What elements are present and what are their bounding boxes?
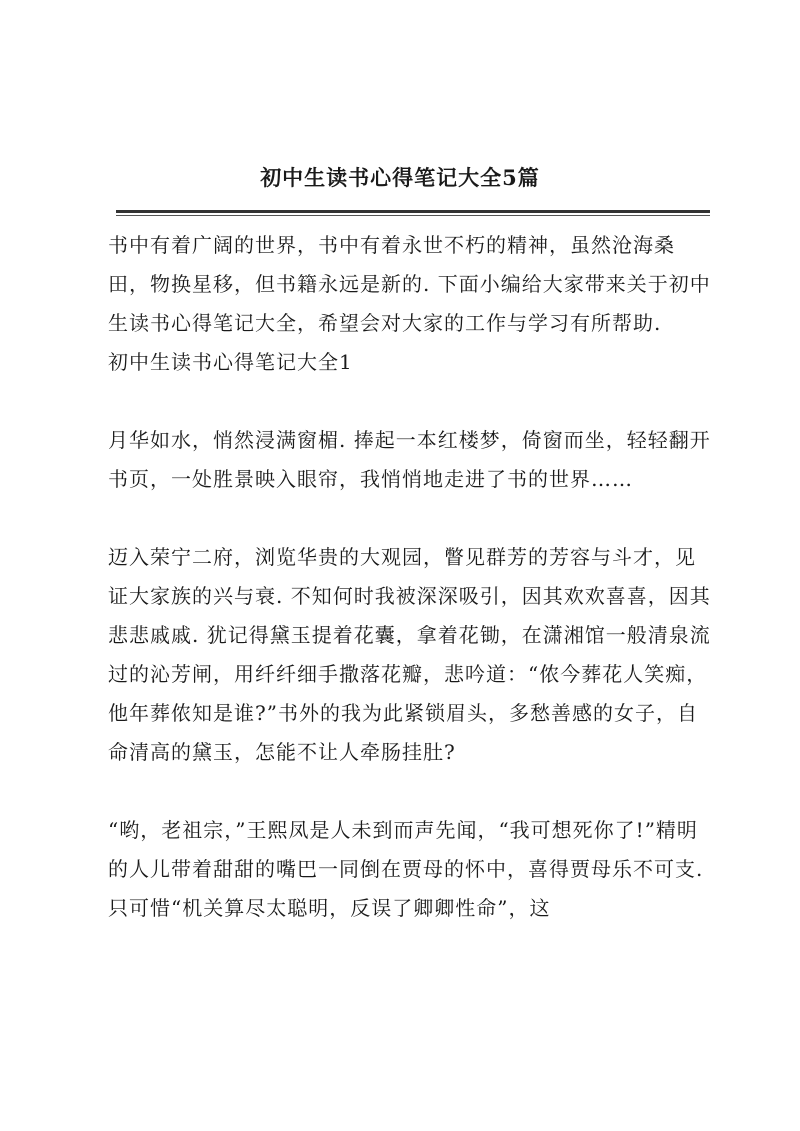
- body-paragraph-2: 迈入荣宁二府，浏览华贵的大观园，瞥见群芳的芳容与斗才，见证大家族的兴与衰. 不知何时我被深深吸引，因其欢欢喜喜，因其悲悲戚戚. 犹记得黛玉提着花囊，拿着花锄，在潇湘馆一般清泉流过的沁芳闸，用纤纤细手撒落花瓣，悲吟道：“侬今葬花人笑痴，他年葬侬知是谁?”书外的我为此紧锁眉头，多愁善感的女子，自命清高的黛玉，怎能不让人牵肠挂肚?: [108, 545, 711, 764]
- body-paragraph-3: “哟，老祖宗，”王熙凤是人未到而声先闻，“我可想死你了!”精明的人儿带着甜甜的嘴巴一同倒在贾母的怀中，喜得贾母乐不可支. 只可惜“机关算尽太聪明，反误了卿卿性命”，这: [108, 818, 704, 920]
- intro-paragraph: 书中有着广阔的世界，书中有着永世不朽的精神，虽然沧海桑田，物换星移，但书籍永远是新的. 下面小编给大家带来关于初中生读书心得笔记大全，希望会对大家的工作与学习有所帮助.: [108, 233, 711, 335]
- paragraph-gap: [108, 382, 712, 421]
- title-underline-thin: [116, 215, 710, 216]
- section-heading: 初中生读书心得笔记大全1: [108, 350, 353, 374]
- paragraph-gap: [108, 499, 712, 538]
- document-title: 初中生读书心得笔记大全5篇: [260, 165, 540, 190]
- body-paragraph-1: 月华如水，悄然浸满窗楣. 捧起一本红楼梦，倚窗而坐，轻轻翻开书页，一处胜景映入眼帘，我悄悄地走进了书的世界……: [108, 428, 711, 491]
- document-body: [108, 226, 712, 928]
- title-underline-thick: [116, 210, 710, 213]
- paragraph-gap: [108, 772, 712, 811]
